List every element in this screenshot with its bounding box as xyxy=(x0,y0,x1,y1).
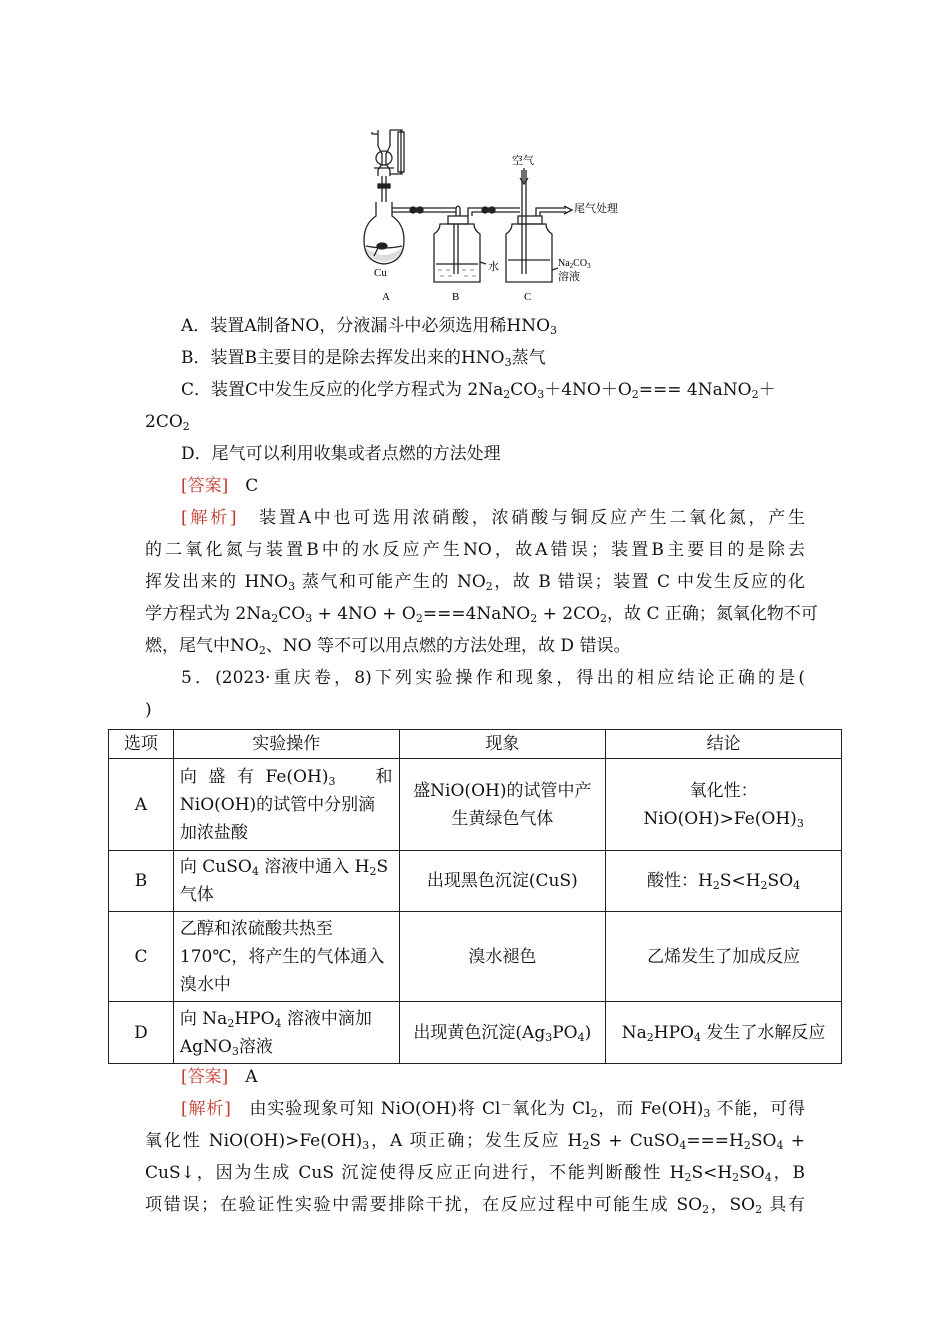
label-b: B xyxy=(452,291,460,303)
row-d-phenomenon: 出现黄色沉淀$(Ag_3PO_4)$ xyxy=(399,1002,606,1064)
q5-stem-close: ) xyxy=(145,700,152,720)
row-d-option: D xyxy=(109,1002,174,1064)
row-a-operation: 向盛有$Fe(OH)_3$ 和 NiO(OH)的试管中分别滴 加浓盐酸 xyxy=(173,759,399,851)
header-option: 选项 xyxy=(109,730,174,759)
option-c: C．装置C中发生反应的化学方程式为 $2Na_2CO_3+4NO+O_2===$ 4NaNO$_2$＋ xyxy=(181,380,776,401)
label-a: A xyxy=(382,291,390,303)
row-b-phenomenon: 出现黑色沉淀(CuS) xyxy=(399,851,606,912)
row-b-operation: 向 CuSO$_4$ 溶液中通入 $H_2S$ 气体 xyxy=(173,851,399,912)
option-a: A．装置A制备NO，分液漏斗中必须选用稀$HNO_3$ xyxy=(181,316,558,337)
q5-analysis-line4: 项错误；在验证性实验中需要排除干扰，在反应过程中可能生成 $SO_2$，$SO_2$ 具有 xyxy=(145,1195,805,1216)
row-c-conclusion: 乙烯发生了加成反应 xyxy=(606,912,842,1002)
q5-table xyxy=(108,729,842,1064)
label-solution: 溶液 xyxy=(558,270,580,283)
q4-answer: [答案] C xyxy=(181,476,259,496)
label-water: 水 xyxy=(488,260,499,273)
row-c-option: C xyxy=(109,912,174,1002)
header-phenomenon: 现象 xyxy=(399,730,606,759)
row-a-option: A xyxy=(109,759,174,851)
q5-analysis-line3: CuS↓，因为生成 CuS 沉淀使得反应正向进行，不能判断酸性 $H_2S<H_2SO_4$，B xyxy=(145,1163,806,1184)
q5-stem: 5．(2023·重庆卷，8)下列实验操作和现象，得出的相应结论正确的是( xyxy=(181,668,805,688)
row-a-phenomenon: 盛NiO(OH)的试管中产生黄绿色气体 xyxy=(399,759,606,851)
q4-analysis-line1: [解析] 装置A中也可选用浓硝酸，浓硝酸与铜反应产生二氧化氮，产生 xyxy=(181,508,806,528)
table-row xyxy=(109,851,842,912)
q5-answer: [答案] A xyxy=(181,1067,258,1087)
row-b-conclusion: 酸性：$H_2S<H_2SO_4$ xyxy=(606,851,842,912)
q4-analysis-line5: 燃，尾气中$NO_2$、NO 等不可以用点燃的方法处理，故 D 错误。 xyxy=(145,636,631,657)
label-c: C xyxy=(524,291,532,303)
label-exhaust: 尾气处理 xyxy=(574,202,618,215)
apparatus-diagram xyxy=(360,124,630,304)
table-row xyxy=(109,912,842,1002)
option-d: D．尾气可以利用收集或者点燃的方法处理 xyxy=(181,444,501,464)
option-b: B．装置B主要目的是除去挥发出来的$HNO_3$蒸气 xyxy=(181,348,546,369)
header-operation: 实验操作 xyxy=(173,730,399,759)
row-b-option: B xyxy=(109,851,174,912)
table-row xyxy=(109,1002,842,1064)
q4-analysis-line3: 挥发出来的 $HNO_3$ 蒸气和可能产生的 $NO_2$，故 B 错误；装置 C 中发生反应的化 xyxy=(145,572,805,593)
label-na2co3: $Na_2CO_3$ xyxy=(558,258,591,270)
row-d-operation: 向 $Na_2HPO_4$ 溶液中滴加 AgNO$_3$溶液 xyxy=(173,1002,399,1064)
table-row xyxy=(109,759,842,851)
q4-analysis-line4: 学方程式为 $2Na_2CO_3 + 4NO$ + $O_2===4NaNO_2 + 2CO_2$，故 C 正确；氮氧化物不可 xyxy=(145,604,818,625)
header-conclusion: 结论 xyxy=(606,730,842,759)
row-a-conclusion: 氧化性： $NiO(OH)>Fe(OH)_3$ xyxy=(606,759,842,851)
label-cu: Cu xyxy=(374,267,387,279)
label-air: 空气 xyxy=(512,154,534,167)
q4-analysis-line2: 的二氧化氮与装置B中的水反应产生NO，故A错误；装置B主要目的是除去 xyxy=(145,540,805,560)
row-d-conclusion: $Na_2HPO_4$ 发生了水解反应 xyxy=(606,1002,842,1064)
table-header-row xyxy=(109,730,842,759)
row-c-operation: 乙醇和浓硫酸共热至170℃，将产生的气体通入溴水中 xyxy=(173,912,399,1002)
q5-analysis-line2: 氧化性 $NiO(OH)>Fe(OH)_3$，A 项正确；发生反应 $H_2S$ + $CuSO_4===H_2SO_4$ + xyxy=(145,1131,805,1152)
row-c-phenomenon: 溴水褪色 xyxy=(399,912,606,1002)
option-c-cont: $2CO_2$ xyxy=(145,412,190,433)
q5-analysis-line1: [解析] 由实验现象可知 NiO(OH)将 Cl－氧化为 $Cl_2$，而 $Fe(OH)_3$ 不能，可得 xyxy=(181,1098,806,1120)
